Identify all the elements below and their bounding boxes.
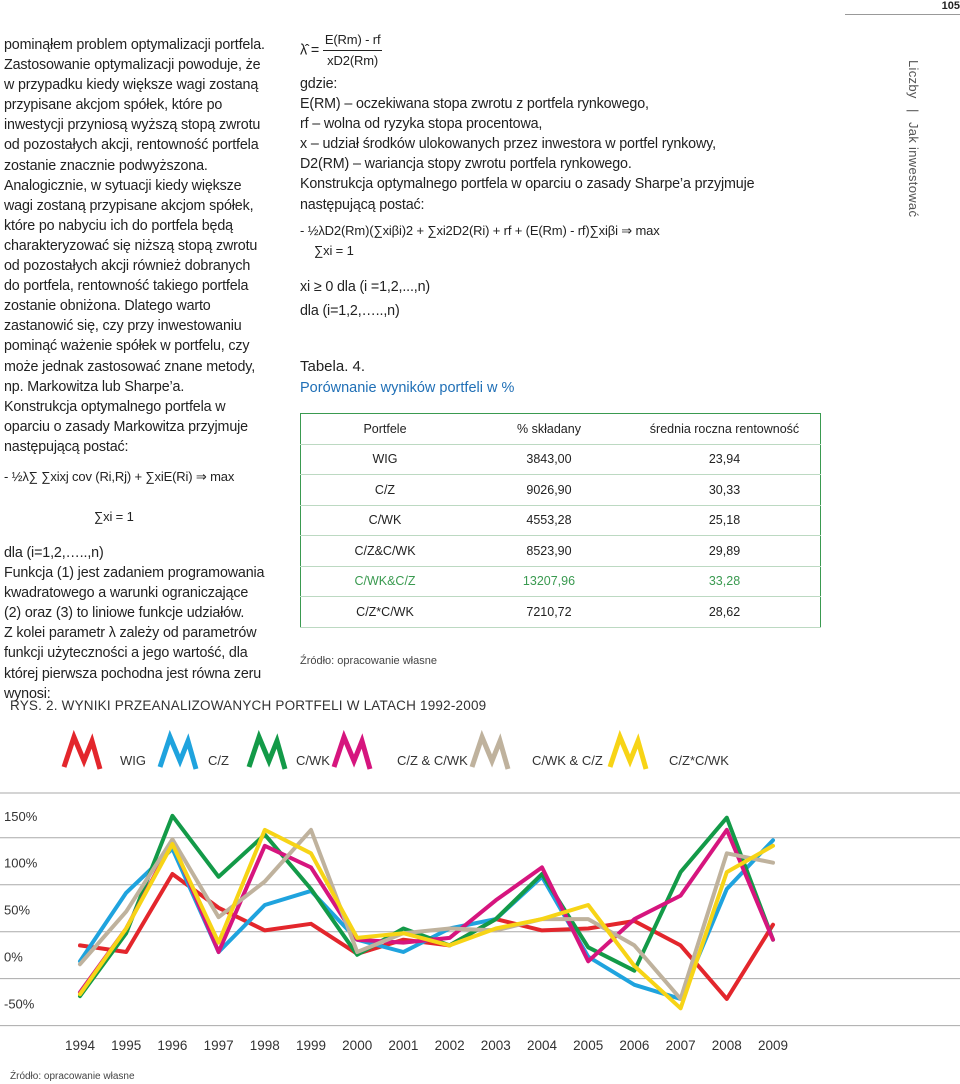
table-cell: C/WK&C/Z <box>301 566 470 597</box>
x-tick-label: 2003 <box>480 1038 511 1053</box>
x-tick-label: 2000 <box>342 1038 373 1053</box>
left-paragraph-3: Funkcja (1) jest zadaniem programowania kwadratowego a warunki ograniczające (2) oraz (3) to liniowe funkcje udziałów. <box>4 565 265 622</box>
series-line <box>80 830 773 992</box>
sharpe-constraint: ∑xi = 1 <box>314 242 354 258</box>
left-paragraph-1: pominąłem problem optymalizacji portfela. Zastosowanie optymalizacji powoduje, że w przypadku kiedy większe wagi zostaną przypisane akcjom spółek, które po inwestycji przyniosą wyższą stopą zwrotu od pozostałych akcji, rentowność portfela zostanie znacznie podwyższona. Analogicznie, w sytuacji kiedy większe wagi zostaną przypisane akcjom spółek, które po nabyciu ich do portfela będą charakteryzować się niższą stopą zwrotu od pozostałych akcji również dobranych do portfela, rentowność takiego portfela zostanie obniżona. Dlatego warto zastanowić się, czy przy inwestowaniu pominąć ważenie spółek w portfelu, czy może jednak zastosować znane metody, np. Markowitza lub Sharpe’a. <box>4 37 265 395</box>
table-row <box>301 536 821 567</box>
lambda-fraction <box>323 30 383 71</box>
gdzie-label: gdzie: <box>300 76 338 92</box>
table-cell: 4553,28 <box>469 505 629 536</box>
y-tick-label: 100% <box>4 855 38 871</box>
lambda-lhs: λ̂ = <box>300 42 320 59</box>
x-tick-label: 1996 <box>157 1038 188 1053</box>
right-paragraph-1: Konstrukcja optymalnego portfela w oparciu o zasady Sharpe’a przyjmuje następującą postać: <box>300 176 755 213</box>
table-cell: WIG <box>301 444 470 475</box>
lambda-numerator: E(Rm) - rf <box>323 30 383 51</box>
legend-swatch <box>64 737 100 769</box>
table-title: Tabela. 4. <box>300 358 366 375</box>
table-cell: % składany <box>469 414 629 445</box>
sidebar-label-right: Jak inwestować <box>906 122 921 218</box>
x-tick-label: 1994 <box>64 1038 96 1053</box>
table-source: Źródło: opracowanie własne <box>300 655 437 667</box>
markowitz-constraint: ∑xi = 1 <box>94 508 134 524</box>
section-sidebar <box>906 60 934 260</box>
x-tick-label: 1995 <box>111 1038 142 1053</box>
y-tick-label: -50% <box>4 996 35 1012</box>
table-row <box>301 475 821 506</box>
table-row <box>301 566 821 597</box>
sidebar-separator: | <box>906 108 921 113</box>
sharpe-range: dla (i=1,2,…..,n) <box>300 302 400 319</box>
table-cell: 7210,72 <box>469 597 629 628</box>
table-subtitle: Porównanie wyników portfeli w % <box>300 380 515 396</box>
left-paragraph-4: Z kolei parametr λ zależy od parametrów funkcji użyteczności a jego wartość, dla której pierwsza pochodna jest równa zeru wynosi: <box>4 625 262 702</box>
x-tick-label: 1998 <box>249 1038 280 1053</box>
legend-label: C/Z <box>208 753 229 768</box>
x-tick-label: 2005 <box>573 1038 604 1053</box>
lambda-formula <box>300 30 760 74</box>
legend-swatch <box>334 737 370 769</box>
definition-2: rf – wolna od ryzyka stopa procentowa, <box>300 116 543 133</box>
table-cell: C/Z&C/WK <box>301 536 470 567</box>
page-number: 105 <box>941 0 960 12</box>
x-tick-label: 1999 <box>295 1038 327 1053</box>
right-column <box>300 30 760 321</box>
series-line <box>80 816 773 996</box>
table-cell: 25,18 <box>629 505 821 536</box>
x-tick-label: 2002 <box>434 1038 465 1053</box>
table-cell: 9026,90 <box>469 475 629 506</box>
x-tick-label: 1997 <box>203 1038 234 1053</box>
definition-4: D2(RM) – wariancja stopy zwrotu portfela rynkowego. <box>300 156 632 173</box>
left-range: dla (i=1,2,…..,n) <box>4 544 104 561</box>
table-cell: 33,28 <box>629 566 821 597</box>
table-cell: C/Z*C/WK <box>301 597 470 628</box>
y-tick-label: 0% <box>4 949 23 965</box>
table-cell: C/WK <box>301 505 470 536</box>
lambda-denominator: xD2(Rm) <box>327 53 379 69</box>
table-cell: 29,89 <box>629 536 821 567</box>
table-row <box>301 597 821 628</box>
definition-1: E(RM) – oczekiwana stopa zwrotu z portfela rynkowego, <box>300 96 649 113</box>
legend-label: C/WK <box>296 753 330 768</box>
table-cell: C/Z <box>301 475 470 506</box>
table-cell: 28,62 <box>629 597 821 628</box>
x-tick-label: 2004 <box>526 1038 558 1053</box>
x-tick-label: 2006 <box>619 1038 650 1053</box>
left-column <box>4 35 266 704</box>
legend-label: C/Z & C/WK <box>397 753 468 768</box>
table-header-row <box>301 414 821 445</box>
sharpe-nonneg: xi ≥ 0 dla (i =1,2,...,n) <box>300 278 431 295</box>
figure-title: RYS. 2. WYNIKI PRZEANALIZOWANYCH PORTFELI W LATACH 1992-2009 <box>10 698 487 713</box>
legend-label: WIG <box>120 753 146 768</box>
table-cell: 13207,96 <box>469 566 629 597</box>
definition-3: x – udział środków ulokowanych przez inwestora w portfel rynkowy, <box>300 136 716 153</box>
sidebar-label-left: Liczby <box>906 60 921 99</box>
legend-label: C/Z*C/WK <box>669 753 729 768</box>
x-tick-label: 2001 <box>388 1038 419 1053</box>
table-cell: 23,94 <box>629 444 821 475</box>
legend-label: C/WK & C/Z <box>532 753 603 768</box>
legend-swatch <box>472 737 508 769</box>
x-tick-label: 2007 <box>665 1038 696 1053</box>
table-cell: 3843,00 <box>469 444 629 475</box>
results-table <box>300 413 821 628</box>
header-rule <box>845 14 960 15</box>
series-line <box>80 830 773 999</box>
y-tick-label: 50% <box>4 902 31 918</box>
table-cell: Portfele <box>301 414 470 445</box>
figure-source: Źródło: opracowanie własne <box>10 1071 135 1082</box>
table-cell: 30,33 <box>629 475 821 506</box>
table-row <box>301 444 821 475</box>
table-row <box>301 505 821 536</box>
table-cell: średnia roczna rentowność <box>629 414 821 445</box>
legend-swatch <box>160 737 196 769</box>
portfolio-line-chart <box>0 715 960 1084</box>
legend-swatch <box>249 737 285 769</box>
x-tick-label: 2009 <box>757 1038 789 1053</box>
sharpe-formula: - ½λD2(Rm)(∑xiβi)2 + ∑xi2D2(Ri) + rf + (E(Rm) - rf)∑xiβi ⇒ max <box>300 222 660 238</box>
markowitz-formula: - ½λ∑ ∑xixj cov (Ri,Rj) + ∑xiE(Ri) ⇒ max <box>4 468 235 484</box>
x-tick-label: 2008 <box>711 1038 742 1053</box>
left-paragraph-2: Konstrukcja optymalnego portfela w oparciu o zasady Markowitza przyjmuje następującą postać: <box>4 398 248 455</box>
legend-swatch <box>610 737 646 769</box>
y-tick-label: 150% <box>4 808 38 824</box>
table-cell: 8523,90 <box>469 536 629 567</box>
